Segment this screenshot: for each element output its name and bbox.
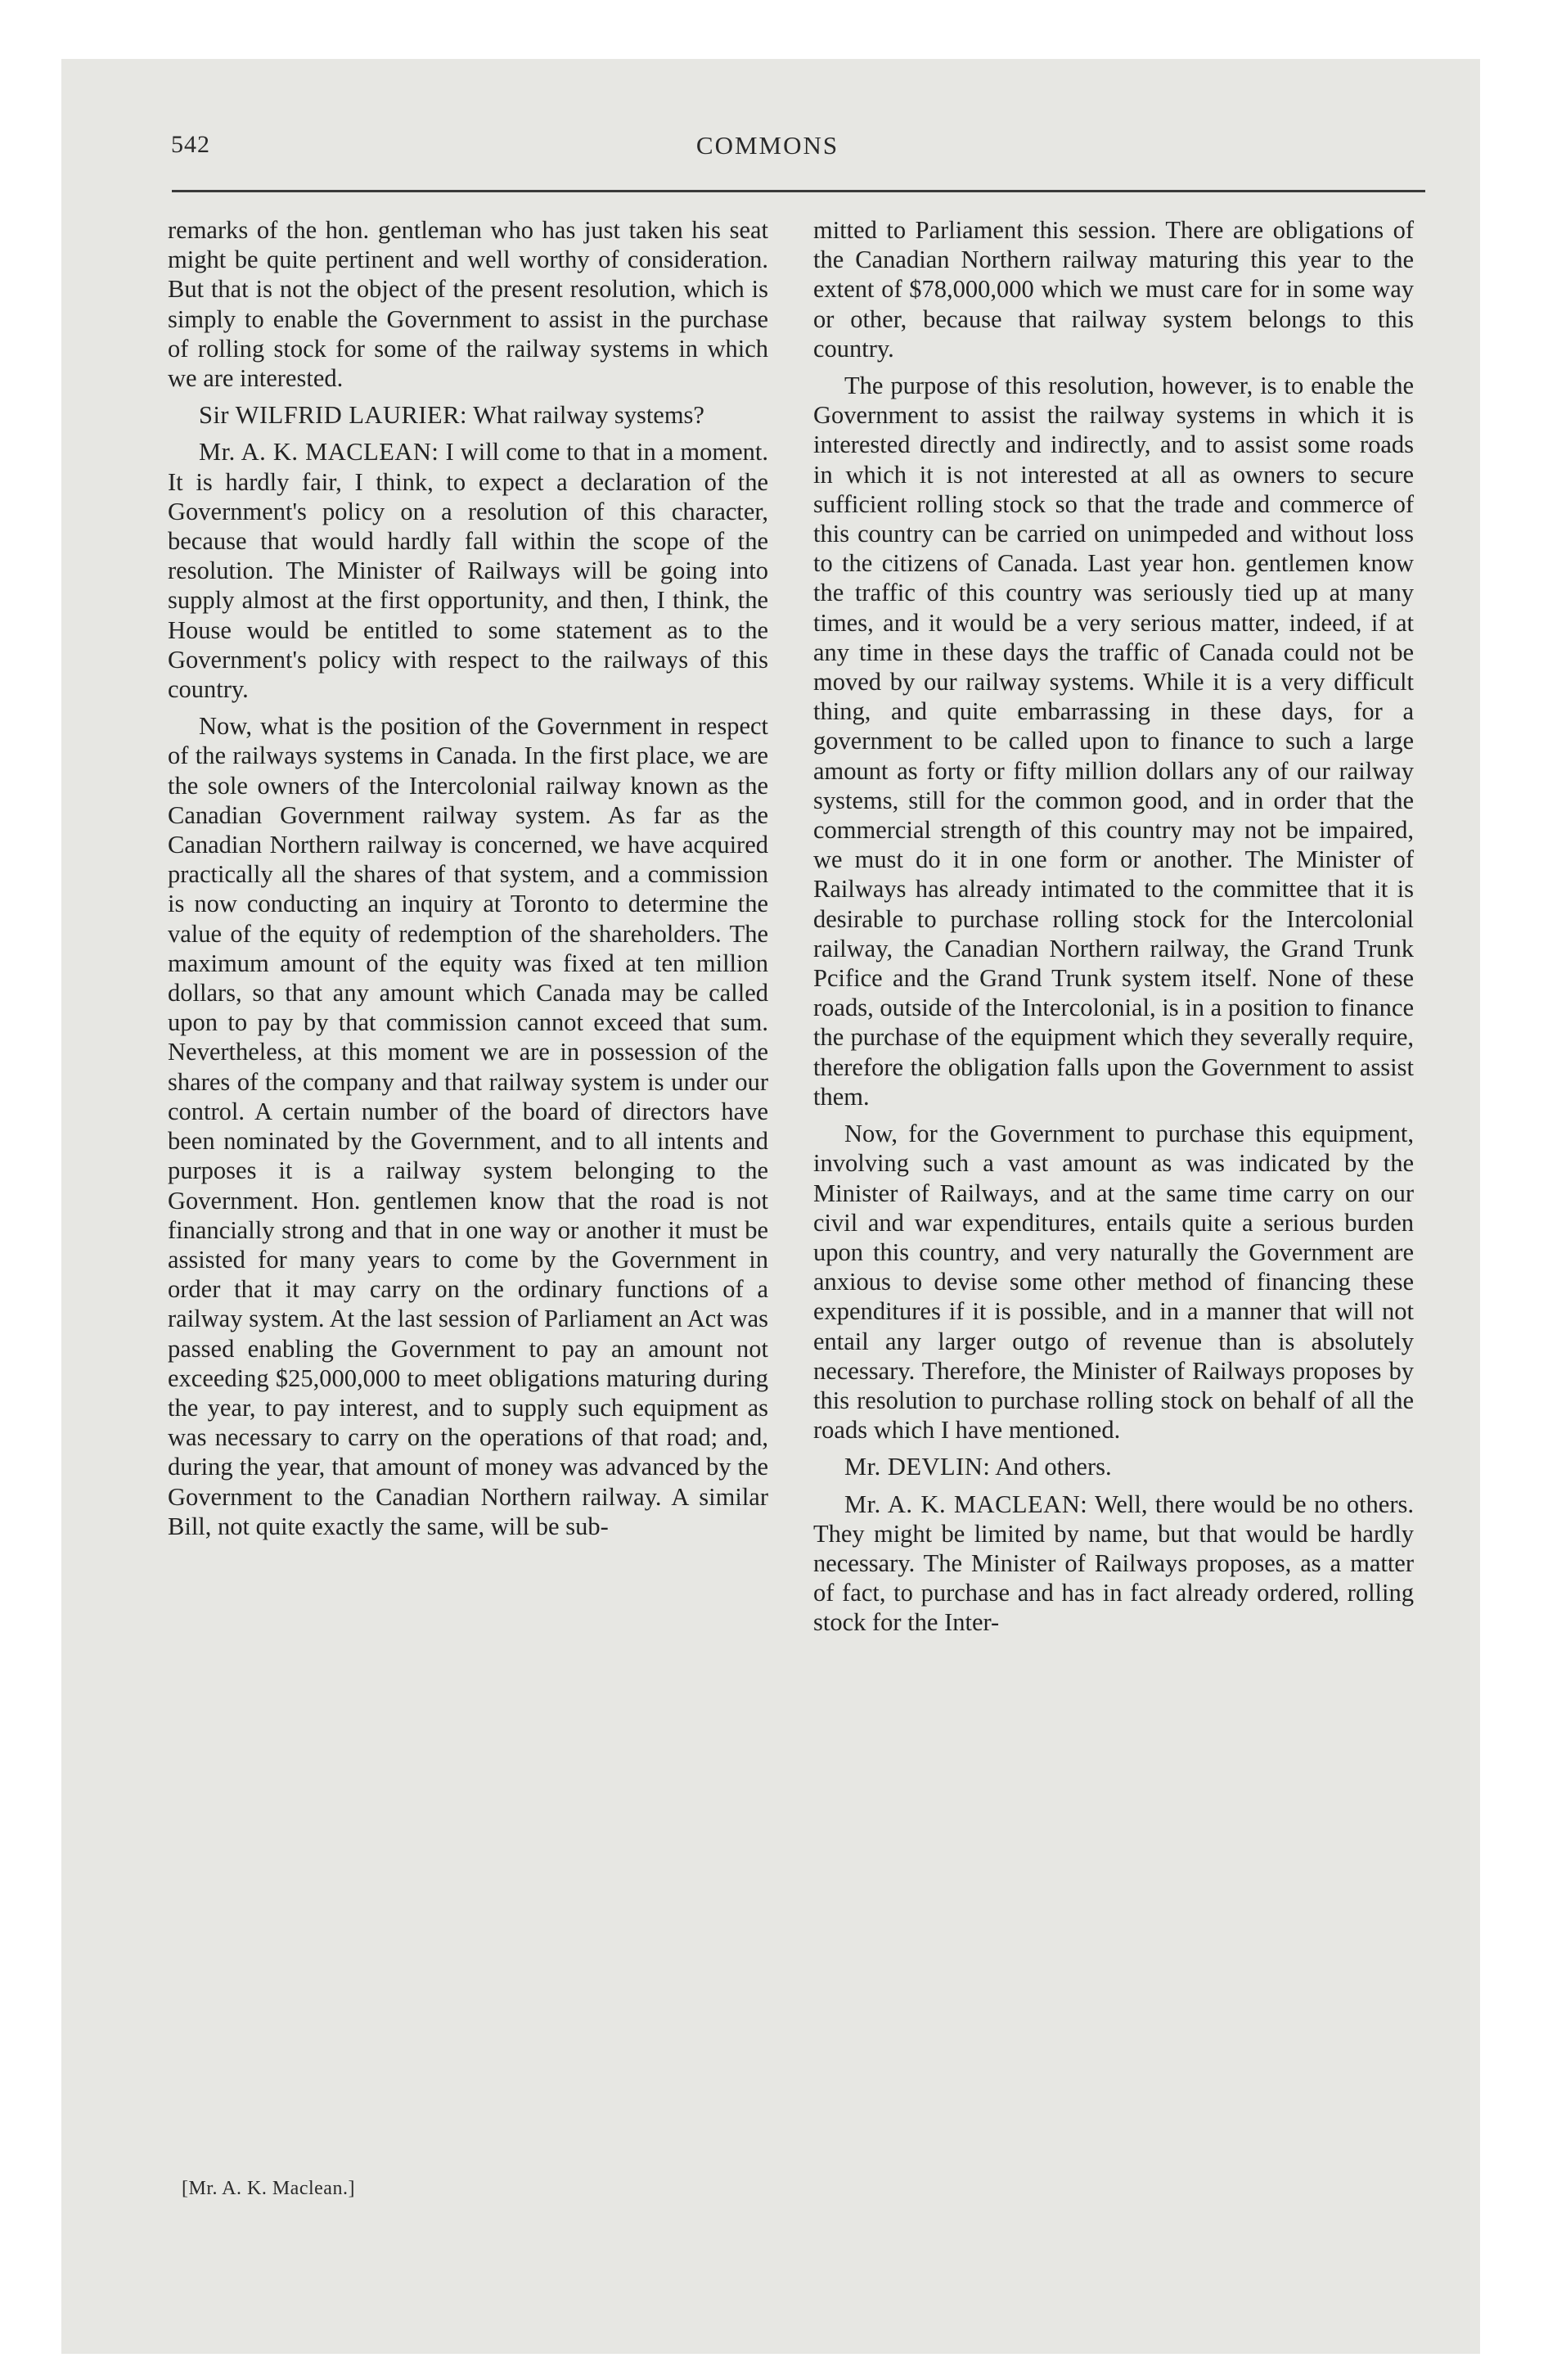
header-rule	[172, 190, 1425, 192]
paragraph: The purpose of this resolution, however, is to enable the Government to assist the railway systems in which it is interested directly and indirectly, and to assist some roads in which it is not interested at all as owners to secure sufficient rolling stock so that the trade and commerce of this country can be carried on unimpeded and without loss to the citizens of Canada. Last year hon. gentlemen know the traffic of this country was seriously tied up at many times, and it would be a very serious matter, indeed, if at any time in these days the traffic of Canada could not be moved by our railway systems. While it is a very difficult thing, and quite embarrassing in these days, for a government to be called upon to finance to such a large amount as forty or fifty million dollars any of our railway systems, still for the common good, and in order that the commercial strength of this country may not be impaired, we must do it in one form or another. The Minister of Railways has already intimated to the committee that it is desirable to purchase rolling stock for the Intercolonial railway, the Canadian Northern railway, the Grand Trunk Pcifice and the Grand Trunk system itself. None of these roads, outside of the Intercolonial, is in a position to finance the purchase of the equipment which they severally require, therefore the obligation falls upon the Government to assist them.	[813, 372, 1414, 1111]
paragraph: remarks of the hon. gentleman who has just taken his seat might be quite pertinent and well worthy of consideration. But that is not the object of the present resolution, which is simply to enable the Government to assist in the purchase of rolling stock for some of the railway systems in which we are interested.	[168, 216, 768, 393]
speaker-name: Mr. DEVLIN:	[844, 1453, 991, 1481]
paragraph: Now, what is the position of the Government in respect of the railways systems in Canada. In the first place, we are the sole owners of the Intercolonial railway known as the Canadian Government railway system. As far as the Canadian Northern railway is concerned, we have acquired practically all the shares of that system, and a commission is now conducting an inquiry at Toronto to determine the value of the equity of redemption of the shareholders. The maximum amount of the equity was fixed at ten million dollars, so that any amount which Canada may be called upon to pay by that commission cannot exceed that sum. Nevertheless, at this moment we are in possession of the shares of the company and that railway system is under our control. A certain number of the board of directors have been nominated by the Government, and to all intents and purposes it is a railway system belonging to the Government. Hon. gentlemen know that the road is not financially strong and that in one way or another it must be assisted for many years to come by the Government in order that it may carry on the ordinary functions of a railway system. At the last session of Parliament an Act was passed enabling the Government to pay an amount not exceeding $25,000,000 to meet obligations maturing during the year, to pay interest, and to supply such equipment as was necessary to carry on the operations of that road; and, during the year, that amount of money was advanced by the Government to the Canadian Northern railway. A similar Bill, not quite exactly the same, will be sub-	[168, 712, 768, 1540]
paragraph: Mr. A. K. MACLEAN: I will come to that in a moment. It is hardly fair, I think, to expect a declaration of the Government's policy on a resolution of this character, because that would hardly fall within the scope of the resolution. The Minister of Railways will be going into supply almost at the first opportunity, and then, I think, the House would be entitled to some statement as to the Government's policy with respect to the railways of this country.	[168, 438, 769, 704]
paragraph: Sir WILFRID LAURIER: What railway systems?	[199, 401, 704, 430]
left-column	[168, 215, 768, 1548]
speaker-name: Sir WILFRID LAURIER:	[199, 401, 467, 430]
speaker-name: Mr. A. K. MACLEAN:	[199, 438, 439, 467]
speaker-name: Mr. A. K. MACLEAN:	[844, 1490, 1088, 1518]
right-column	[813, 215, 1414, 1645]
paragraph: Mr. A. K. MACLEAN: Well, there would be no others. They might be limited by name, but that would be hardly necessary. The Minister of Railways proposes, as a matter of fact, to purchase and has in fact already ordered, rolling stock for the Inter-	[813, 1490, 1414, 1637]
paragraph: Now, for the Government to purchase this equipment, involving such a vast amount as was indicated by the Minister of Railways, and at the same time carry on our civil and war expenditures, entails quite a serious burden upon this country, and very naturally the Government are anxious to devise some other method of financing these expenditures if it is possible, and in a manner that will not entail any larger outgo of revenue than is absolutely necessary. Therefore, the Minister of Railways proposes by this resolution to purchase rolling stock on behalf of all the roads which I have mentioned.	[813, 1120, 1414, 1445]
paragraph: mitted to Parliament this session. There are obligations of the Canadian Northern railway maturing this year to the extent of $78,000,000 which we must care for in some way or other, because that railway system belongs to this country.	[813, 216, 1414, 363]
paragraph: Mr. DEVLIN: And others.	[844, 1453, 1112, 1481]
page-number: 542	[171, 131, 210, 158]
running-head: COMMONS	[695, 131, 839, 160]
speaker-attribution: [Mr. A. K. Maclean.]	[182, 2178, 355, 2199]
page-header	[109, 131, 1426, 167]
